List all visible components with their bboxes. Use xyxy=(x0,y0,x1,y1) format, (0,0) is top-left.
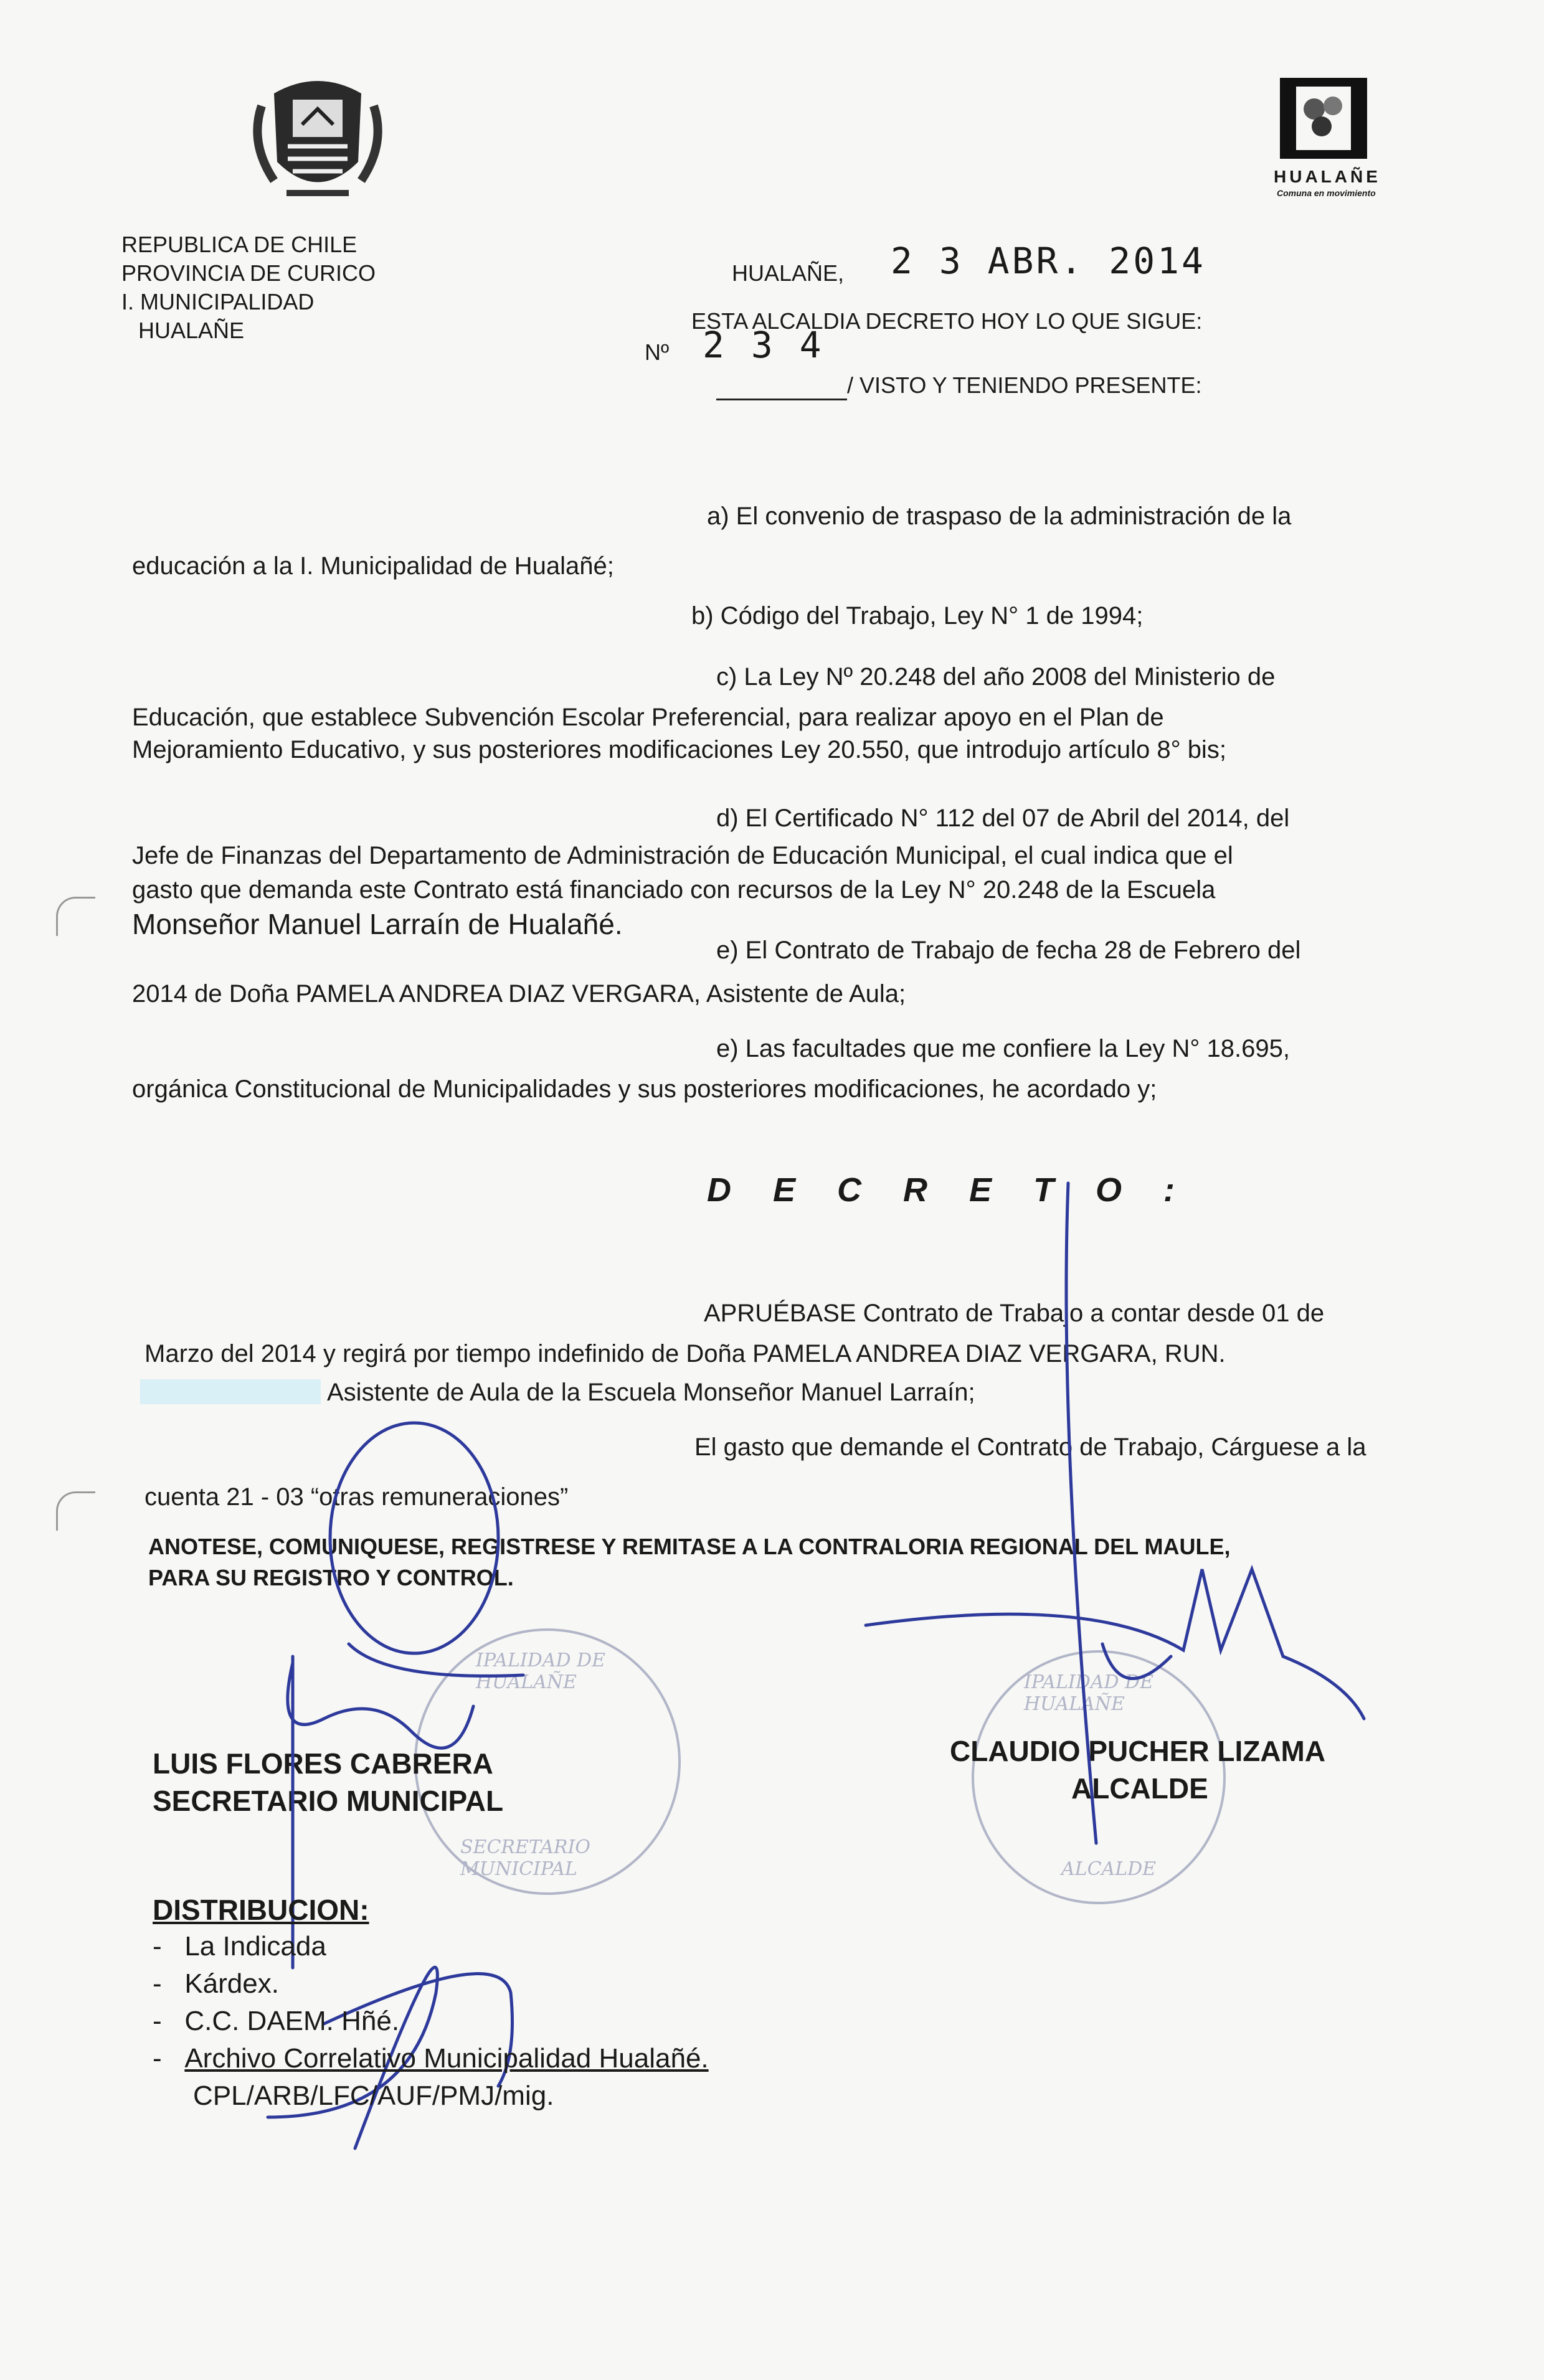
distribution-item: - Archivo Correlativo Municipalidad Hualañé. xyxy=(153,2043,709,2074)
closing-line2: PARA SU REGISTRO Y CONTROL. xyxy=(148,1565,514,1590)
distribution-item: - La Indicada xyxy=(153,1931,326,1962)
distribution-item: - Kárdex. xyxy=(153,1968,279,1999)
consideration-d-line3: gasto que demanda este Contrato está financiado con recursos de la Ley N° 20.248 de la Escuela xyxy=(132,876,1216,904)
consideration-d-line4: Monseñor Manuel Larraín de Hualañé. xyxy=(132,908,623,940)
secretary-title: SECRETARIO MUNICIPAL xyxy=(153,1785,504,1817)
consideration-f-line2: orgánica Constitucional de Municipalidades y sus posteriores modificaciones, he acordado y; xyxy=(132,1075,1157,1103)
header-municipality: I. MUNICIPALIDAD xyxy=(121,289,315,314)
header-commune: HUALAÑE xyxy=(138,318,245,343)
consideration-e-line1: e) El Contrato de Trabajo de fecha 28 de Febrero del xyxy=(716,937,1301,964)
distribution-title: DISTRIBUCION: xyxy=(153,1894,369,1926)
decree-p1-line3: Asistente de Aula de la Escuela Monseñor Manuel Larraín; xyxy=(327,1379,975,1406)
decree-p1-line1: APRUÉBASE Contrato de Trabajo a contar desde 01 de xyxy=(704,1300,1325,1327)
consideration-a-line2: educación a la I. Municipalidad de Hualañé; xyxy=(132,552,614,580)
place-name: HUALAÑE, xyxy=(732,260,845,286)
decree-p2-line1: El gasto que demande el Contrato de Trabajo, Cárguese a la xyxy=(694,1433,1366,1461)
consideration-c-line2: Educación, que establece Subvención Escolar Preferencial, para realizar apoyo en el Plan de xyxy=(132,704,1164,731)
secretary-seal: IPALIDAD DE HUALAÑE SECRETARIO MUNICIPAL xyxy=(414,1628,681,1895)
mayor-title: ALCALDE xyxy=(1071,1772,1208,1805)
header-province: PROVINCIA DE CURICO xyxy=(121,260,376,286)
punch-hole-mark xyxy=(56,897,95,936)
logo-name: HUALAÑE xyxy=(1274,167,1381,186)
mayor-signature-stroke xyxy=(1066,1183,1096,1843)
consideration-c-line3: Mejoramiento Educativo, y sus posteriores modificaciones Ley 20.550, que introdujo artículo 8° bis; xyxy=(132,736,1226,763)
decree-title: D E C R E T O : xyxy=(707,1171,1191,1209)
secretary-name: LUIS FLORES CABRERA xyxy=(153,1747,493,1780)
header-country: REPUBLICA DE CHILE xyxy=(121,232,358,257)
distribution-initials: CPL/ARB/LFC/AUF/PMJ/mig. xyxy=(193,2080,554,2111)
consideration-b: b) Código del Trabajo, Ley N° 1 de 1994; xyxy=(691,602,1144,630)
consideration-c-line1: c) La Ley Nº 20.248 del año 2008 del Ministerio de xyxy=(716,663,1276,691)
distribution-item: - C.C. DAEM. Hñé. xyxy=(153,2006,400,2036)
consideration-e-line2: 2014 de Doña PAMELA ANDREA DIAZ VERGARA, Asistente de Aula; xyxy=(132,980,906,1008)
mayor-seal: IPALIDAD DE HUALAÑE ALCALDE xyxy=(972,1650,1226,1904)
logo-slogan: Comuna en movimiento xyxy=(1277,188,1376,198)
mayor-name: CLAUDIO PUCHER LIZAMA xyxy=(950,1735,1326,1767)
consideration-f-line1: e) Las facultades que me confiere la Ley N° 18.695, xyxy=(716,1035,1290,1062)
decree-p1-line2: Marzo del 2014 y regirá por tiempo indefinido de Doña PAMELA ANDREA DIAZ VERGARA, RUN. xyxy=(144,1340,1226,1367)
decree-number: 2 3 4 xyxy=(703,324,824,366)
consideration-d-line2: Jefe de Finanzas del Departamento de Administración de Educación Municipal, el cual indica que el xyxy=(132,842,1233,869)
number-label: Nº xyxy=(645,339,670,365)
mayor-signature xyxy=(866,1569,1364,1719)
decree-line: ESTA ALCALDIA DECRETO HOY LO QUE SIGUE: xyxy=(691,308,1203,334)
consideration-d-line1: d) El Certificado N° 112 del 07 de Abril del 2014, del xyxy=(716,805,1290,832)
consideration-a-line1: a) El convenio de traspaso de la administración de la xyxy=(707,503,1292,530)
visto-line: / VISTO Y TENIENDO PRESENTE: xyxy=(847,372,1202,398)
punch-hole-mark xyxy=(56,1491,95,1531)
date-stamp: 2 3 ABR. 2014 xyxy=(891,240,1206,282)
decree-p2-line2: cuenta 21 - 03 “otras remuneraciones” xyxy=(144,1483,569,1511)
closing-line1: ANOTESE, COMUNIQUESE, REGISTRESE Y REMITASE A LA CONTRALORIA REGIONAL DEL MAULE, xyxy=(148,1534,1231,1559)
